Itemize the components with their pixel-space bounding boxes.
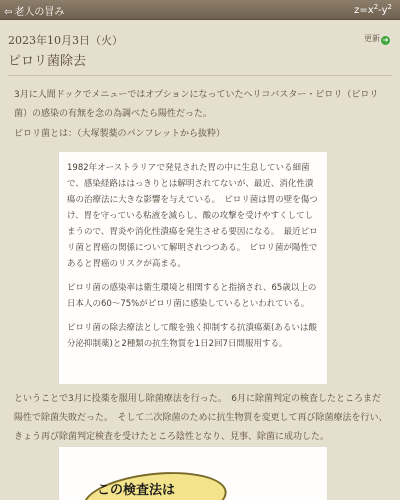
update-label: 更新 — [364, 34, 380, 43]
back-button[interactable] — [4, 3, 64, 18]
header-formula: $z=x^2-y^2$ — [354, 3, 392, 16]
back-arrow-icon: ⇦ — [4, 7, 13, 18]
intro-paragraph: 3月に人間ドックでメニューではオプションになっていたヘリコバスター・ピロリ（ピロリ菌）の感染の有無を念の為調べたら陽性だった。 — [14, 90, 379, 119]
quote-paragraph-3: ピロリ菌の除去療法として酸を強く抑制する抗潰瘍薬(あるいは酸分泌抑制薬)と2種類の抗生物質を1日2回7日間服用する。 — [67, 323, 317, 349]
quote-box — [58, 151, 328, 385]
body-paragraph: ということで3月に投薬を服用し除菌療法を行った。 6月に除菌判定の検査したところまだ陽性で除菌失敗だった。 そして二次除菌のために抗生物質を変更して再び除菌療法を行い、きょう再び除菌判定検査を受けたところ陰性となり、見事、除菌に成功した。 — [14, 394, 388, 442]
post-panel — [0, 20, 400, 500]
quote-paragraph-1: 1982年オーストラリアで発見された胃の中に生息している細菌で、感染経路ははっきりとは解明されてないが、最近、消化性潰瘍の治療法に大きな影響を与えている。 ピロリ菌は胃の壁を傷つけ、胃を守っている粘液を減らし、酸の攻撃を受けやすくしてしまうので、胃炎や消化性潰瘍を発生させる要因になる。 最近ピロリ菌と胃癌の関係について解明されつつある。 ピロリ菌が陽性であると胃癌のリスクが高まる。 — [67, 163, 318, 269]
quote-paragraph-2: ピロリ菌の感染率は衛生環境と相関すると指摘され、65歳以上の日本人の60～75%がピロリ菌に感染しているといわれている。 — [67, 283, 317, 309]
update-link[interactable] — [364, 33, 390, 45]
top-bar — [0, 0, 400, 20]
post-date: 2023年10月3日（火） — [8, 34, 123, 47]
green-circle-arrow-icon: ➜ — [382, 36, 389, 44]
post-title: ピロリ菌除去 — [8, 50, 392, 76]
image-caption: この検査法は — [97, 483, 176, 498]
back-label: 老人の冒み — [14, 7, 65, 18]
post-image — [58, 446, 328, 500]
source-line: ピロリ菌とは：（大塚製薬のパンフレットから抜粋） — [14, 129, 226, 139]
